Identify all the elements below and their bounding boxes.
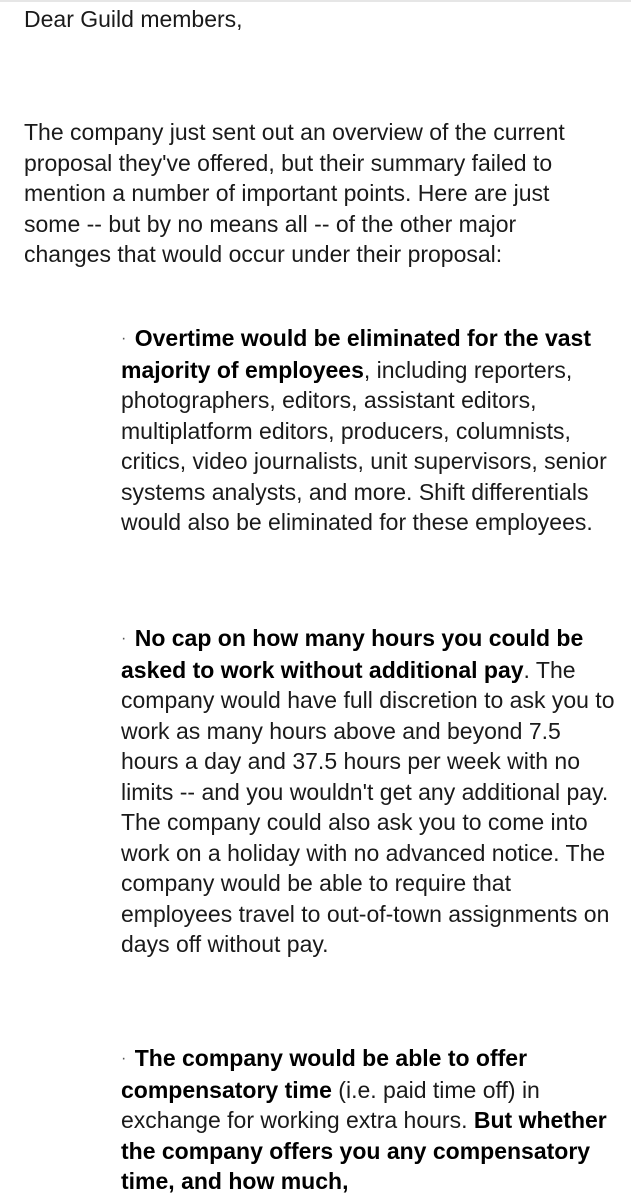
bullet-text: (i.e. paid time off) in exchange for working extra hours. [121,1076,540,1133]
bullet-text: . The company would have full discretion to ask you to work as many hours above and beyond 7.5 hours a day and 37.5 hours per week with no limits -- and you wouldn't get any additional pay. The company could also ask you to come into work on a holiday with no advanced notice. The company would be able to require that employees travel to out-of-town assignments on days off without pay. [121,656,615,957]
bullet-text: , including reporters, photographers, editors, assistant editors, multiplatform editors, producers, columnists, critics, video journalists, unit supervisors, senior systems analysts, and more. Shift differentials would also be eliminated for these employees. [121,356,607,535]
email-intro-paragraph: The company just sent out an overview of the current proposal they've offered, but their summary failed to mention a number of important points. Here are just some -- but by no means all -- of the other major changes that would occur under their proposal: [24,119,565,267]
bullet-item-overtime [121,323,621,538]
email-greeting: Dear Guild members, [24,6,243,32]
bullet-heading: The company would be able to offer compensatory time [121,1045,528,1103]
bullet-heading: Overtime would be eliminated for the vast majority of employees [121,325,591,383]
bullet-item-hours-cap [121,623,621,960]
bullet-dot-icon: · [121,1050,127,1067]
bullet-item-comp-time [121,1043,621,1197]
bullet-emphasis: But whether the company offers you any compensatory time, and how much, [121,1107,607,1194]
bullet-dot-icon: · [121,330,127,347]
top-divider [0,0,631,2]
bullet-dot-icon: · [121,630,127,647]
bullet-heading: No cap on how many hours you could be asked to work without additional pay [121,625,584,683]
